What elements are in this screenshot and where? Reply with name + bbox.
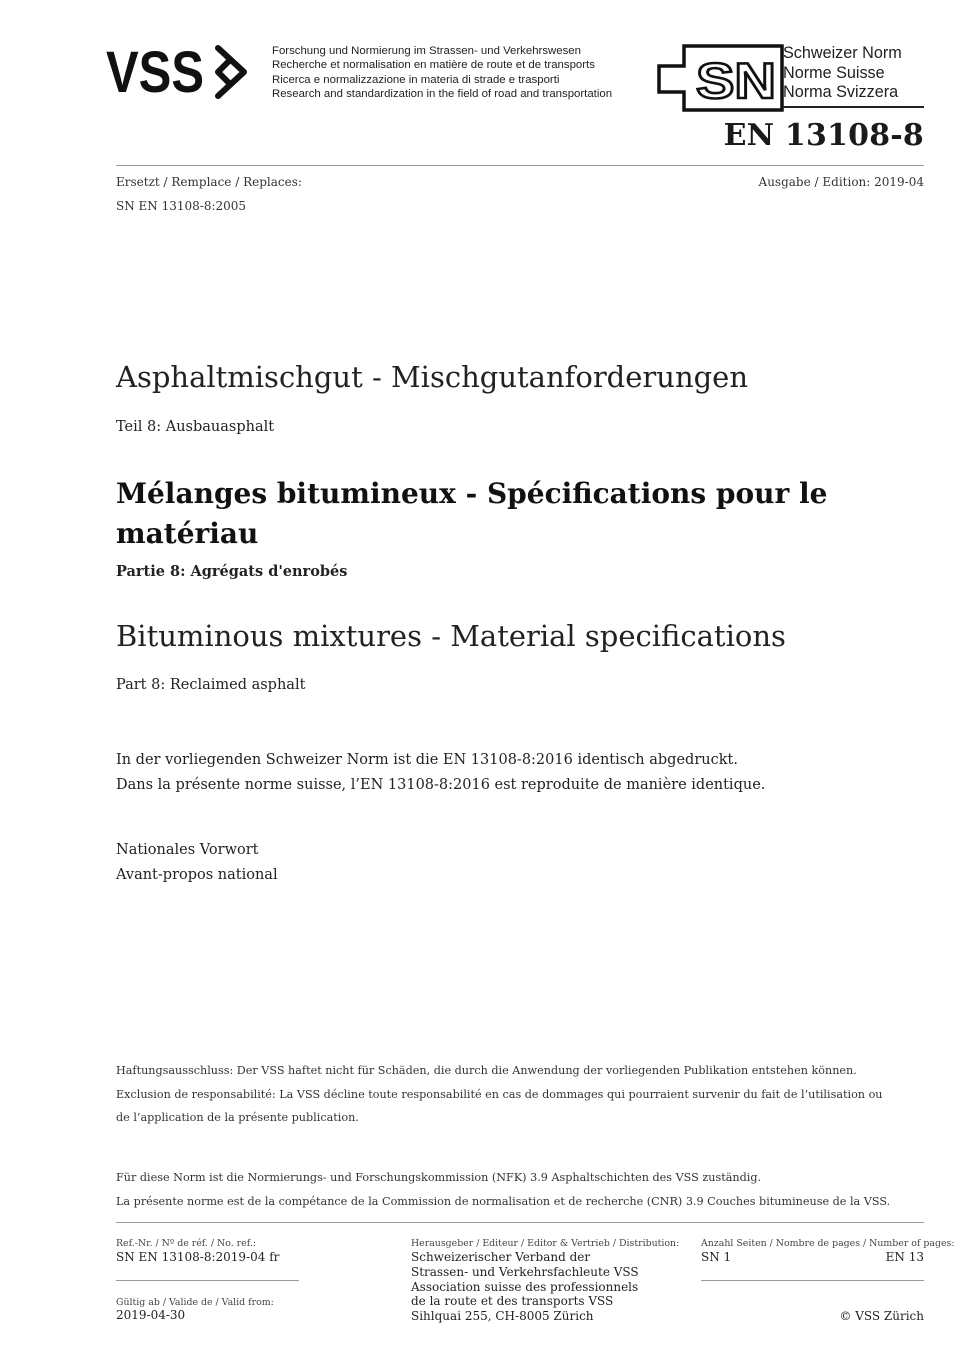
publisher-line: Association suisse des professionnels xyxy=(411,1279,639,1294)
valid-value: 2019-04-30 xyxy=(116,1308,186,1322)
valid-label: Gültig ab / Valide de / Valid from: xyxy=(116,1297,274,1308)
title-en: Bituminous mixtures - Material specifications xyxy=(116,619,786,653)
sn-logo xyxy=(656,44,784,112)
vss-tagline-en: Research and standardization in the field of road and transportation xyxy=(272,87,613,100)
vss-tagline xyxy=(272,44,612,101)
pages-sn: SN 1 xyxy=(701,1250,732,1264)
publisher-line: de la route et des transports VSS xyxy=(411,1294,614,1309)
vss-logo xyxy=(106,42,266,100)
ref-divider xyxy=(116,1280,299,1281)
disclaimer-de: Haftungsausschluss: Der VSS haftet nicht für Schäden, die durch die Anwendung der vorliegenden Publikation entstehen können. xyxy=(116,1064,857,1077)
vss-tagline-de: Forschung und Normierung im Strassen- und Verkehrswesen xyxy=(272,45,581,57)
sn-rule xyxy=(783,106,924,108)
identical-note-fr: Dans la présente norme suisse, l’EN 13108-8:2016 est reproduite de manière identique. xyxy=(116,777,766,793)
sn-name-it: Norma Svizzera xyxy=(783,83,899,102)
identical-note xyxy=(116,748,765,798)
pages-divider xyxy=(701,1280,924,1281)
identical-note-de: In der vorliegenden Schweizer Norm ist die EN 13108-8:2016 identisch abgedruckt. xyxy=(116,752,738,768)
title-de: Asphaltmischgut - Mischgutanforderungen xyxy=(116,360,749,394)
publisher-address xyxy=(411,1250,639,1324)
responsibility-block xyxy=(116,1166,890,1213)
subtitle-en: Part 8: Reclaimed asphalt xyxy=(116,677,306,693)
vss-tagline-it: Ricerca e normalizzazione in materia di strade e trasporti xyxy=(272,73,560,86)
subtitle-fr: Partie 8: Agrégats d'enrobés xyxy=(116,563,348,580)
replaces-label: Ersetzt / Remplace / Replaces: xyxy=(116,175,302,189)
responsibility-de: Für diese Norm ist die Normierungs- und Forschungskommission (NFK) 3.9 Asphaltschichten des VSS zuständig. xyxy=(116,1171,762,1184)
national-foreword xyxy=(116,838,278,888)
replaces-value: SN EN 13108-8:2005 xyxy=(116,199,247,213)
subtitle-de: Teil 8: Ausbauasphalt xyxy=(116,419,275,435)
sn-name-fr: Norme Suisse xyxy=(783,63,885,82)
ref-label: Ref.-Nr. / Nº de réf. / No. ref.: xyxy=(116,1238,256,1249)
publisher-line: Schweizerischer Verband der xyxy=(411,1250,591,1264)
sn-name-de: Schweizer Norm xyxy=(783,44,902,62)
pages-en: EN 13 xyxy=(885,1250,924,1264)
responsibility-fr: La présente norme est de la compétance de la Commission de normalisation et de recherche (CNR) 3.9 Couches bitumineuse de la VSS. xyxy=(116,1194,891,1208)
vss-logo-text: VSS xyxy=(106,42,204,100)
edition: Ausgabe / Edition: 2019-04 xyxy=(758,175,924,189)
title-fr: Mélanges bitumineux - Spécifications pour le matériau xyxy=(116,477,828,550)
pages-label: Anzahl Seiten / Nombre de pages / Number of pages: xyxy=(701,1238,955,1249)
sn-logo-text: SN xyxy=(696,53,776,109)
disclaimer-fr-2: de l’application de la présente publication. xyxy=(116,1111,359,1124)
publisher-line: Strassen- und Verkehrsfachleute VSS xyxy=(411,1264,639,1279)
publisher-line: Sihlquai 255, CH-8005 Zürich xyxy=(411,1309,594,1324)
doc-number: EN 13108-8 xyxy=(723,118,924,153)
publisher-label: Herausgeber / Editeur / Editor & Vertrieb / Distribution: xyxy=(411,1238,680,1249)
disclaimer-fr-1: Exclusion de responsabilité: La VSS décline toute responsabilité en cas de dommages qui pourraient survenir du fait de l’utilisation ou xyxy=(116,1087,883,1101)
ref-value: SN EN 13108-8:2019-04 fr xyxy=(116,1250,280,1264)
disclaimer-block xyxy=(116,1059,883,1130)
header-divider xyxy=(116,165,924,166)
copyright: © VSS Zürich xyxy=(839,1309,924,1323)
footer-divider xyxy=(116,1222,924,1223)
foreword-de: Nationales Vorwort xyxy=(116,842,259,858)
foreword-fr: Avant-propos national xyxy=(116,867,278,883)
sn-names xyxy=(783,44,902,103)
vss-tagline-fr: Recherche et normalisation en matière de route et de transports xyxy=(272,59,595,72)
